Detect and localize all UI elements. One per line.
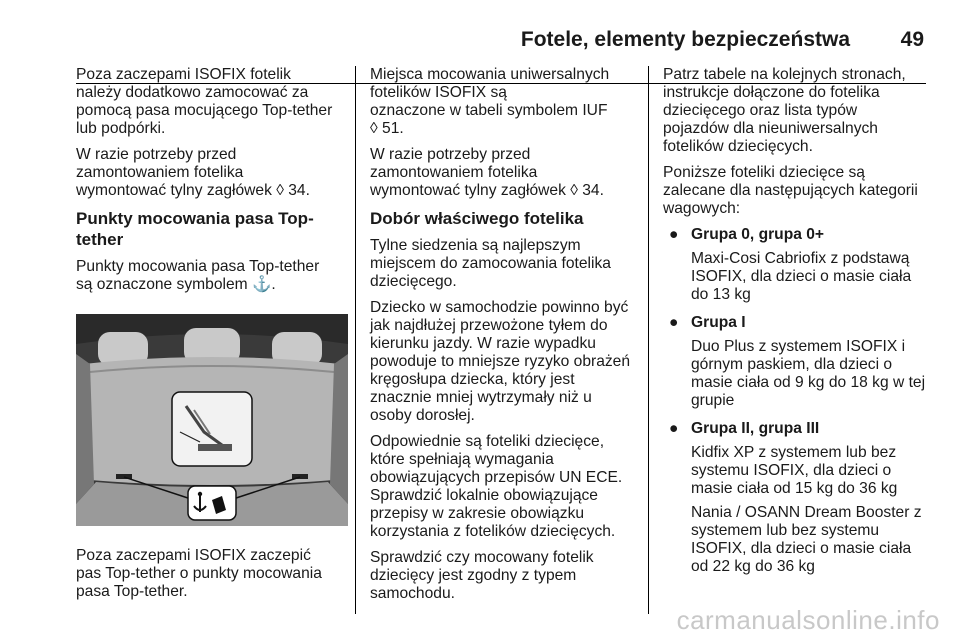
column-right: [663, 66, 935, 586]
group-description: Kidfix XP z systemem lub bez systemu ISOFIX, dla dzieci o masie ciała od 15 kg do 36 kg: [691, 444, 898, 497]
group-label: Grupa 0, grupa 0+: [691, 226, 825, 243]
paragraph: W razie potrzeby przed zamontowaniem fotelika wymontować tylny zagłówek ◊ 34.: [76, 146, 310, 199]
list-item: [663, 226, 935, 304]
paragraph: Sprawdzić czy mocowany fotelik dziecięcy jest zgodny z typem samochodu.: [370, 549, 594, 602]
list-item: [663, 314, 935, 410]
paragraph: Poniższe foteliki dziecięce są zalecane dla następujących kategorii wagowych:: [663, 164, 918, 217]
column-middle: [370, 66, 642, 611]
column-divider: [355, 66, 356, 614]
paragraph: Punkty mocowania pasa Top-tether są oznaczone symbolem ⚓.: [76, 258, 320, 293]
group-label: Grupa I: [691, 314, 746, 331]
page-number: 49: [900, 28, 924, 51]
paragraph: Dziecko w samochodzie powinno być jak najdłużej przewożone tyłem do kierunku jazdy. W razie wypadku powoduje to mniejsze ryzyko obrażeń kręgosłupa dziecka, który jest znacznie mniej wytrzymały niż u osoby dorosłej.: [370, 299, 631, 424]
paragraph: Tylne siedzenia są najlepszym miejscem do zamocowania fotelika dziecięcego.: [370, 237, 611, 290]
group-description: Duo Plus z systemem ISOFIX i górnym paskiem, dla dzieci o masie ciała od 9 kg do 18 kg w tej grupie: [691, 338, 926, 409]
bullet-icon: ●: [669, 420, 679, 437]
group-label: Grupa II, grupa III: [691, 420, 820, 437]
group-description: Maxi-Cosi Cabriofix z podstawą ISOFIX, dla dzieci o masie ciała do 13 kg: [691, 250, 912, 303]
watermark: carmanualsonline.info: [676, 605, 940, 635]
bullet-icon: ●: [669, 314, 679, 331]
paragraph: Patrz tabele na kolejnych stronach, instrukcje dołączone do fotelika dziecięcego oraz lista typów pojazdów dla nieuniwersalnych fotelików dziecięcych.: [663, 66, 906, 155]
paragraph: Poza zaczepami ISOFIX zaczepić pas Top-tether o punkty mocowania pasa Top-tether.: [76, 547, 322, 600]
weight-group-list: [663, 226, 935, 576]
page-header: [0, 28, 960, 58]
trunk-illustration: [76, 314, 348, 526]
column-divider: [648, 66, 649, 614]
group-description: Nania / OSANN Dream Booster z systemem lub bez systemu ISOFIX, dla dzieci o masie ciała od 22 kg do 36 kg: [691, 504, 922, 575]
paragraph: Odpowiednie są foteliki dziecięce, które spełniają wymagania obowiązujących przepisów UN ECE. Sprawdzić lokalnie obowiązujące przepisy w zakresie obowiązku korzystania z fotelików dziecięcych.: [370, 433, 623, 540]
paragraph: Miejsca mocowania uniwersalnych fotelików ISOFIX są oznaczone w tabeli symbolem IUF ◊ 51.: [370, 66, 610, 137]
paragraph: W razie potrzeby przed zamontowaniem fotelika wymontować tylny zagłówek ◊ 34.: [370, 146, 604, 199]
section-heading: Punkty mocowania pasa Top- tether: [76, 209, 314, 249]
page-title: Fotele, elementy bezpieczeństwa: [520, 28, 850, 51]
column-left: [76, 66, 348, 609]
bullet-icon: ●: [669, 226, 679, 243]
paragraph: Poza zaczepami ISOFIX fotelik należy dodatkowo zamocować za pomocą pasa mocującego Top-tether lub podpórki.: [76, 66, 333, 137]
list-item: [663, 420, 935, 576]
section-heading: Dobór właściwego fotelika: [370, 209, 584, 228]
